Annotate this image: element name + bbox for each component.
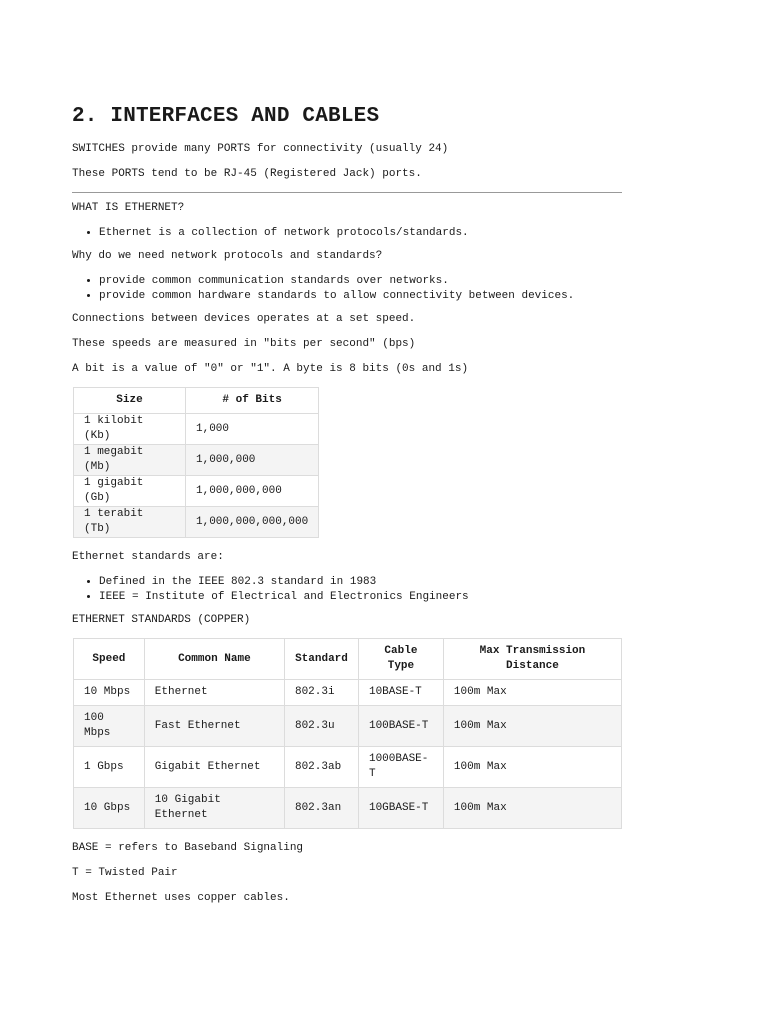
- column-header: Standard: [284, 639, 358, 680]
- table-header-row: [74, 639, 622, 680]
- standards-intro: Ethernet standards are:: [72, 551, 224, 563]
- footer-paragraph: Most Ethernet uses copper cables.: [72, 892, 290, 904]
- table-cell: 10 Gigabit Ethernet: [144, 788, 284, 829]
- table-cell: Ethernet: [144, 680, 284, 706]
- table-row: [74, 788, 622, 829]
- column-header: # of Bits: [186, 388, 319, 414]
- table-cell: 10GBASE-T: [358, 788, 443, 829]
- table-row: [74, 747, 622, 788]
- table-row: [74, 706, 622, 747]
- table-row: [74, 414, 319, 445]
- table-row: [74, 507, 319, 538]
- list-item: • Ethernet is a collection of network protocols/standards.: [99, 226, 622, 241]
- table-header-row: [74, 388, 319, 414]
- table-cell: 10 Gbps: [74, 788, 145, 829]
- column-header: Speed: [74, 639, 145, 680]
- table-cell: 1000BASE-T: [358, 747, 443, 788]
- table-cell: 100m Max: [443, 680, 621, 706]
- why-list: [72, 274, 622, 304]
- bits-table: [73, 387, 319, 538]
- table-cell: Fast Ethernet: [144, 706, 284, 747]
- table-cell: 100 Mbps: [74, 706, 145, 747]
- list-item: • provide common communication standards over networks.: [99, 274, 622, 289]
- speed-paragraph: A bit is a value of "0" or "1". A byte is 8 bits (0s and 1s): [72, 363, 469, 375]
- section-divider: [72, 192, 622, 193]
- table-cell: 802.3an: [284, 788, 358, 829]
- table-cell: 1 gigabit (Gb): [74, 476, 186, 507]
- copper-standards-table: [73, 638, 622, 829]
- table-row: [74, 680, 622, 706]
- speed-paragraph: Connections between devices operates at a set speed.: [72, 313, 416, 325]
- standards-list: [72, 575, 622, 605]
- table-row: [74, 445, 319, 476]
- table-cell: 100m Max: [443, 747, 621, 788]
- table-cell: 802.3ab: [284, 747, 358, 788]
- table-cell: 100m Max: [443, 706, 621, 747]
- column-header: Cable Type: [358, 639, 443, 680]
- intro-paragraph: SWITCHES provide many PORTS for connectivity (usually 24): [72, 143, 449, 155]
- table-cell: 10 Mbps: [74, 680, 145, 706]
- table-cell: 1,000,000,000,000: [186, 507, 319, 538]
- table-cell: Gigabit Ethernet: [144, 747, 284, 788]
- table-cell: 1 Gbps: [74, 747, 145, 788]
- table-cell: 1,000: [186, 414, 319, 445]
- table-row: [74, 476, 319, 507]
- list-item: • Defined in the IEEE 802.3 standard in 1983: [99, 575, 622, 590]
- ethernet-heading: WHAT IS ETHERNET?: [72, 202, 185, 214]
- list-item: • provide common hardware standards to allow connectivity between devices.: [99, 289, 622, 304]
- why-question: Why do we need network protocols and standards?: [72, 250, 383, 262]
- table-cell: 802.3u: [284, 706, 358, 747]
- column-header: Common Name: [144, 639, 284, 680]
- footer-paragraph: BASE = refers to Baseband Signaling: [72, 842, 304, 854]
- footer-paragraph: T = Twisted Pair: [72, 867, 178, 879]
- column-header: Size: [74, 388, 186, 414]
- intro-paragraph: These PORTS tend to be RJ-45 (Registered Jack) ports.: [72, 168, 422, 180]
- table-cell: 100m Max: [443, 788, 621, 829]
- column-header: Max Transmission Distance: [443, 639, 621, 680]
- table-cell: 1,000,000,000: [186, 476, 319, 507]
- table-cell: 10BASE-T: [358, 680, 443, 706]
- table-cell: 1 megabit (Mb): [74, 445, 186, 476]
- table-cell: 802.3i: [284, 680, 358, 706]
- table-cell: 1 kilobit (Kb): [74, 414, 186, 445]
- speed-paragraph: These speeds are measured in "bits per second" (bps): [72, 338, 416, 350]
- ethernet-list: [72, 226, 622, 241]
- table-cell: 100BASE-T: [358, 706, 443, 747]
- table-cell: 1 terabit (Tb): [74, 507, 186, 538]
- table-cell: 1,000,000: [186, 445, 319, 476]
- page-title: 2. INTERFACES AND CABLES: [72, 105, 380, 128]
- list-item: • IEEE = Institute of Electrical and Electronics Engineers: [99, 590, 622, 605]
- copper-heading: ETHERNET STANDARDS (COPPER): [72, 614, 251, 626]
